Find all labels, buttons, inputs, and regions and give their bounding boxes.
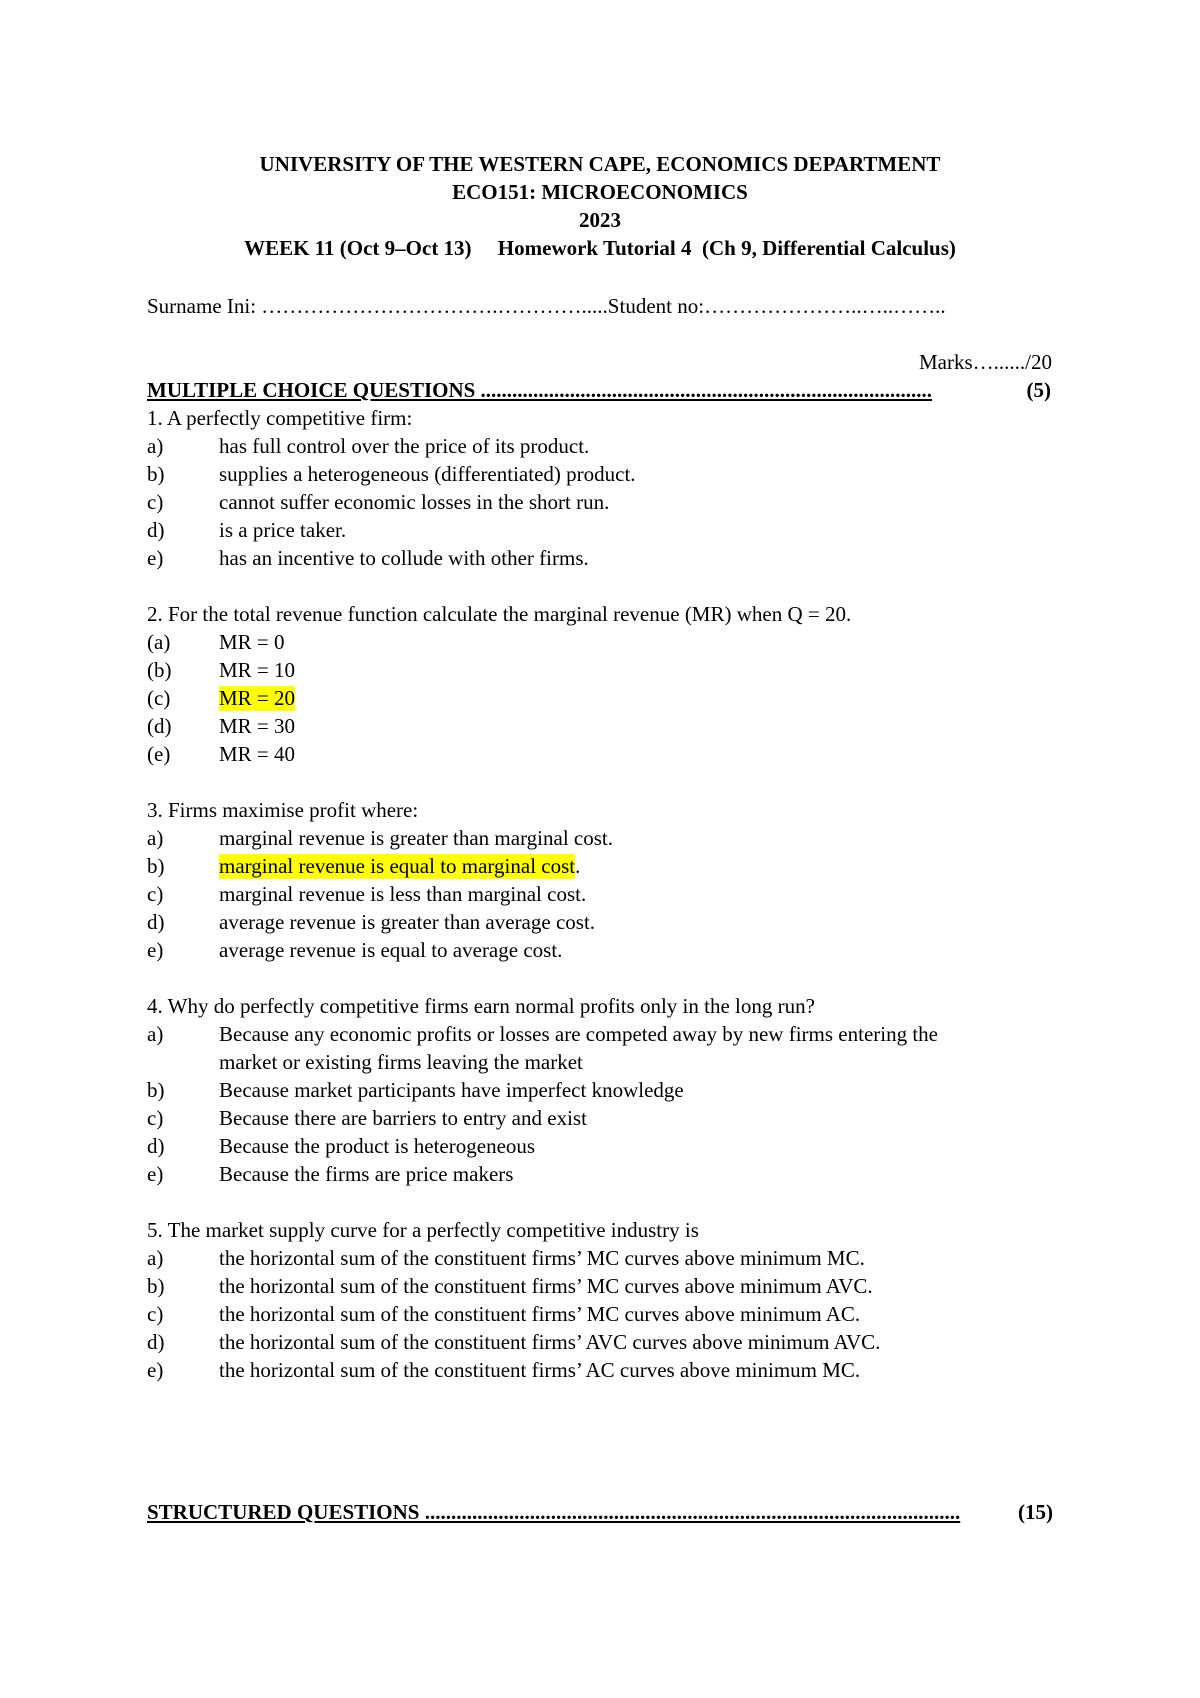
q4-option-a: a) Because any economic profits or losses are competed away by new firms entering the (147, 1022, 939, 1046)
q5-option-b: b) the horizontal sum of the constituent firms’ MC curves above minimum AVC. (147, 1274, 873, 1298)
course-heading: ECO151: MICROECONOMICS (452, 180, 748, 204)
mcq-section-title (147, 378, 1051, 403)
week-heading: WEEK 11 (Oct 9–Oct 13) Homework Tutorial 4 (Ch 9, Differential Calculus) (244, 236, 956, 260)
q2-option-c: (c) MR = 20 (147, 686, 296, 710)
mcq-marks: (5) (1026, 378, 1051, 402)
question-2-stem: 2. For the total revenue function calculate the marginal revenue (MR) when Q = 20. (147, 602, 852, 626)
q3-option-a: a) marginal revenue is greater than marginal cost. (147, 826, 613, 850)
q3-option-b: b) marginal revenue is equal to marginal cost. (147, 854, 581, 878)
q1-option-e: e) has an incentive to collude with other firms. (147, 546, 589, 570)
q1-option-a: a) has full control over the price of its product. (147, 434, 590, 458)
student-details-line: Surname Ini: …………………………….………….....Student no:…………………..…..…….. (147, 294, 946, 318)
q1-option-c: c) cannot suffer economic losses in the short run. (147, 490, 610, 514)
mcq-title-text: MULTIPLE CHOICE QUESTIONS ...................................................................................... (147, 378, 933, 402)
q3-option-c: c) marginal revenue is less than marginal cost. (147, 882, 587, 906)
q3-option-e: e) average revenue is equal to average cost. (147, 938, 563, 962)
q3-option-d: d) average revenue is greater than average cost. (147, 910, 596, 934)
q4-option-d: d) Because the product is heterogeneous (147, 1134, 536, 1158)
question-1-stem: 1. A perfectly competitive firm: (147, 406, 413, 430)
q4-option-a-continuation: market or existing firms leaving the market (219, 1050, 583, 1074)
q1-option-d: d) is a price taker. (147, 518, 347, 542)
q5-option-c: c) the horizontal sum of the constituent firms’ MC curves above minimum AC. (147, 1302, 861, 1326)
q5-option-a: a) the horizontal sum of the constituent firms’ MC curves above minimum MC. (147, 1246, 865, 1270)
q2-option-d: (d) MR = 30 (147, 714, 296, 738)
q2-option-b: (b) MR = 10 (147, 658, 296, 682)
q1-option-b: b) supplies a heterogeneous (differentiated) product. (147, 462, 636, 486)
q5-option-e: e) the horizontal sum of the constituent firms’ AC curves above minimum MC. (147, 1358, 861, 1382)
question-5-stem: 5. The market supply curve for a perfectly competitive industry is (147, 1218, 699, 1242)
structured-title-text: STRUCTURED QUESTIONS ...................................................................................................... (147, 1500, 961, 1524)
highlighted-answer: marginal revenue is equal to marginal cost (219, 854, 576, 878)
q4-option-b: b) Because market participants have imperfect knowledge (147, 1078, 684, 1102)
q2-option-a: (a) MR = 0 (147, 630, 285, 654)
highlighted-answer: MR = 20 (219, 686, 296, 710)
marks-total: Marks…....../20 (919, 350, 1052, 374)
structured-section-title (147, 1500, 1053, 1525)
question-3-stem: 3. Firms maximise profit where: (147, 798, 419, 822)
university-heading: UNIVERSITY OF THE WESTERN CAPE, ECONOMICS DEPARTMENT (259, 152, 941, 176)
q4-option-c: c) Because there are barriers to entry and exist (147, 1106, 587, 1130)
year-heading: 2023 (579, 208, 621, 232)
question-4-stem: 4. Why do perfectly competitive firms earn normal profits only in the long run? (147, 994, 815, 1018)
q4-option-e: e) Because the firms are price makers (147, 1162, 514, 1186)
q2-option-e: (e) MR = 40 (147, 742, 296, 766)
q5-option-d: d) the horizontal sum of the constituent firms’ AVC curves above minimum AVC. (147, 1330, 881, 1354)
structured-marks: (15) (1018, 1500, 1053, 1524)
